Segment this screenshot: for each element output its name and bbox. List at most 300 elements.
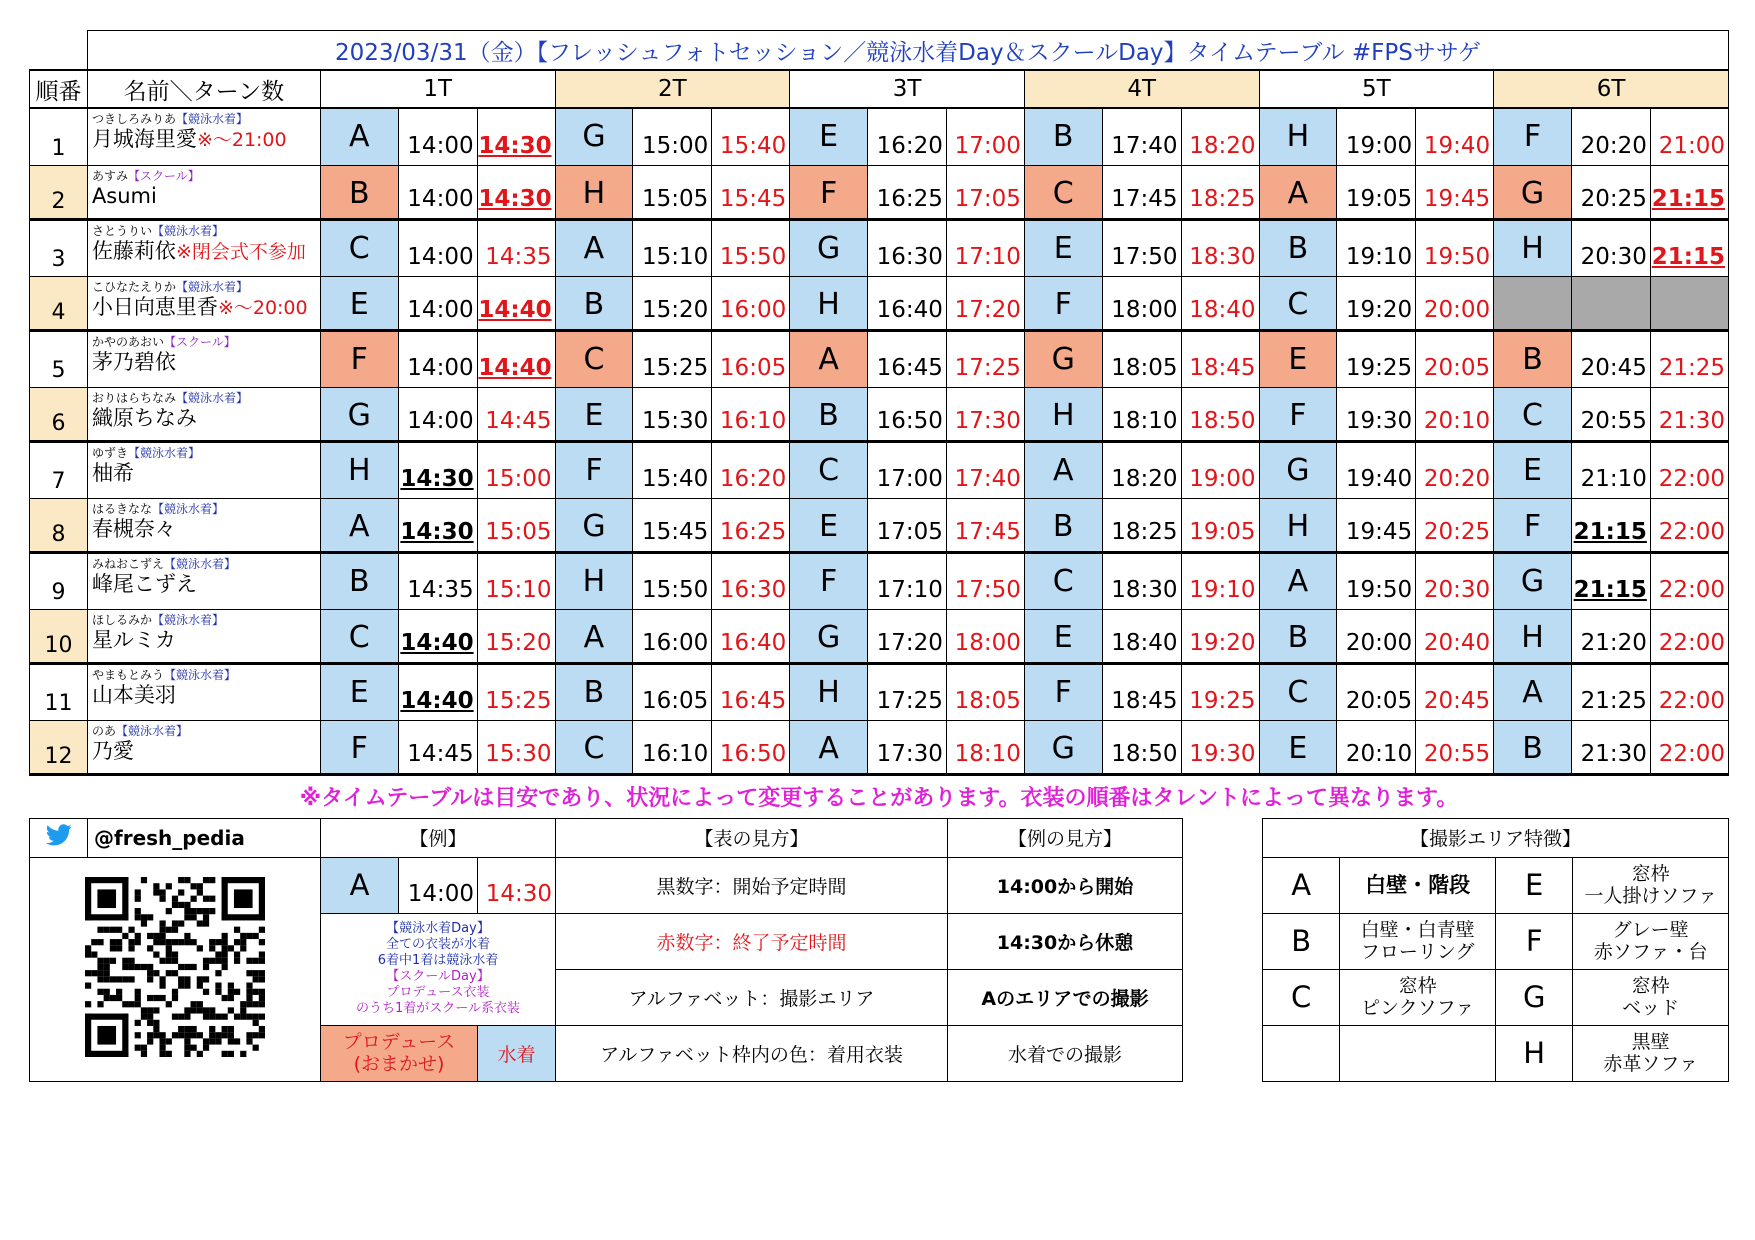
area-letter: B (555, 276, 633, 330)
area-letter: E (1259, 330, 1337, 387)
talent-kana (88, 277, 320, 294)
area-letter: E (320, 663, 398, 720)
area-row (1263, 913, 1729, 969)
qr-module (209, 939, 215, 945)
qr-module (104, 989, 110, 995)
area-letter: F (790, 552, 868, 609)
start-time: 19:10 (1337, 219, 1416, 276)
area-letter: E (790, 498, 868, 552)
start-time: 15:20 (633, 276, 712, 330)
start-time: 17:25 (867, 663, 946, 720)
qr-module (172, 951, 178, 957)
table-row (30, 441, 1729, 498)
costume-tag: 【競泳水着】 (151, 612, 224, 627)
start-time: 21:20 (1571, 609, 1650, 663)
row-number: 9 (30, 552, 88, 609)
talent-kana (88, 166, 320, 183)
start-time: 21:15 (1571, 498, 1650, 552)
start-time: 21:10 (1571, 441, 1650, 498)
end-time: 20:10 (1416, 387, 1494, 441)
end-time: 17:25 (946, 330, 1024, 387)
qr-module (222, 1026, 228, 1032)
qr-module (85, 951, 91, 957)
costume-note (321, 913, 556, 1025)
area-letter: E (1259, 720, 1337, 774)
qr-module (222, 945, 228, 951)
start-time: 17:45 (1102, 165, 1181, 219)
start-time: 18:20 (1102, 441, 1181, 498)
howto-line: 黒数字：開始予定時間 (556, 857, 948, 913)
qr-module (228, 983, 234, 989)
qr-module (178, 1014, 184, 1020)
end-time: 16:25 (712, 498, 790, 552)
qr-module (203, 958, 209, 964)
costume-tag: 【スクール】 (127, 168, 200, 183)
qr-module (141, 877, 147, 883)
area-letter: G (555, 108, 633, 165)
qr-code[interactable] (30, 857, 321, 1081)
end-time: 21:00 (1650, 108, 1728, 165)
talent-name: 茅乃碧依 (91, 349, 176, 374)
area-row (1263, 857, 1729, 913)
talent-name-line (88, 126, 320, 153)
qr-module (234, 1014, 240, 1020)
qr-module (97, 1001, 103, 1007)
qr-module (97, 939, 103, 945)
talent-kana (88, 443, 320, 460)
turn-header: 5T (1259, 70, 1494, 108)
qr-module (110, 995, 116, 1001)
qr-module (159, 920, 165, 926)
qr-module (246, 1001, 252, 1007)
qr-module (135, 1001, 141, 1007)
table-row (30, 720, 1729, 774)
start-time: 14:00 (398, 330, 477, 387)
start-time: 14:00 (398, 219, 477, 276)
area-letter: G (320, 387, 398, 441)
end-time: 20:45 (1416, 663, 1494, 720)
kana-text: あすみ (91, 168, 128, 183)
qr-module (128, 958, 134, 964)
qr-module (135, 995, 141, 1001)
qr-module (166, 945, 172, 951)
qr-module (228, 1032, 234, 1038)
qr-module (191, 1026, 197, 1032)
talent-name: 星ルミカ (91, 627, 176, 652)
start-time: 14:00 (398, 387, 477, 441)
talent-name-line (88, 349, 320, 376)
area-letter: C (1259, 663, 1337, 720)
qr-module (215, 951, 221, 957)
start-time: 16:45 (867, 330, 946, 387)
area-letter: H (1024, 387, 1102, 441)
qr-module (222, 1032, 228, 1038)
end-time: 22:00 (1650, 552, 1728, 609)
qr-module (97, 989, 103, 995)
qr-module (222, 1051, 228, 1057)
qr-module (246, 958, 252, 964)
end-time: 19:25 (1181, 663, 1259, 720)
qr-module (147, 964, 153, 970)
qr-module (178, 964, 184, 970)
qr-module (259, 989, 265, 995)
qr-module (172, 970, 178, 976)
qr-module (234, 1038, 240, 1044)
empty-slot (1494, 276, 1572, 330)
qr-module (141, 1014, 147, 1020)
qr-module (253, 970, 259, 976)
qr-module (116, 939, 122, 945)
qr-module (184, 964, 190, 970)
qr-module (203, 964, 209, 970)
qr-module (184, 939, 190, 945)
qr-module (240, 1001, 246, 1007)
turn-header: 2T (555, 70, 790, 108)
qr-module (259, 958, 265, 964)
talent-name: 織原ちなみ (91, 405, 197, 430)
qr-module (222, 939, 228, 945)
timetable-sheet (29, 30, 1729, 1088)
qr-module (228, 1007, 234, 1013)
example-start: 14:00 (399, 857, 478, 913)
qr-module (178, 889, 184, 895)
row-number: 5 (30, 330, 88, 387)
area-letter: F (1494, 108, 1572, 165)
start-time: 17:20 (867, 609, 946, 663)
qr-module (203, 989, 209, 995)
qr-module (172, 902, 178, 908)
costume-note-line: 【スクールDay】 (386, 969, 490, 984)
qr-module (234, 939, 240, 945)
qr-module (172, 939, 178, 945)
start-time: 15:25 (633, 330, 712, 387)
area-description: 窓枠 ピンクソファ (1340, 969, 1496, 1025)
qr-module (259, 877, 265, 920)
start-time: 18:25 (1102, 498, 1181, 552)
area-letter: E (790, 108, 868, 165)
talent-name-line (88, 738, 320, 765)
qr-module (191, 883, 197, 889)
qr-module (222, 951, 228, 957)
start-time: 18:40 (1102, 609, 1181, 663)
talent-name: 乃愛 (91, 738, 134, 763)
qr-module (128, 945, 134, 951)
end-time: 19:10 (1181, 552, 1259, 609)
kana-text: さとうりい (91, 223, 152, 238)
table-row (30, 330, 1729, 387)
example-read-header: 【例の見方】 (948, 818, 1183, 857)
talent-name-cell (87, 276, 320, 330)
costume-tag: 【競泳水着】 (163, 556, 236, 571)
costume-tag: 【競泳水着】 (175, 390, 248, 405)
qr-module (184, 983, 190, 989)
talent-name: 山本美羽 (91, 682, 176, 707)
qr-module (166, 883, 172, 889)
end-time: 17:50 (946, 552, 1024, 609)
qr-module (184, 877, 190, 883)
table-row (30, 276, 1729, 330)
area-letter: G (1494, 165, 1572, 219)
area-code: F (1496, 913, 1573, 969)
qr-module (97, 1026, 116, 1045)
area-letter: H (555, 165, 633, 219)
end-time: 19:00 (1181, 441, 1259, 498)
qr-module (135, 933, 141, 939)
start-time: 15:50 (633, 552, 712, 609)
qr-module (253, 976, 259, 982)
end-time: 21:25 (1650, 330, 1728, 387)
area-code: E (1496, 857, 1573, 913)
qr-module (197, 976, 203, 982)
area-letter: C (1024, 552, 1102, 609)
area-letter: H (1259, 108, 1337, 165)
qr-module (184, 1038, 190, 1044)
qr-module (153, 951, 159, 957)
qr-module (141, 914, 147, 920)
area-letter: H (320, 441, 398, 498)
start-time: 16:40 (867, 276, 946, 330)
kana-text: こひなたえりか (91, 279, 176, 294)
qr-module (85, 1014, 91, 1057)
area-letter: G (790, 609, 868, 663)
talent-kana (88, 610, 320, 627)
qr-module (135, 1032, 141, 1038)
start-time: 15:00 (633, 108, 712, 165)
qr-module (128, 964, 134, 970)
costume-note-line: プロデュース衣装 (386, 985, 490, 1000)
qr-module (135, 989, 141, 995)
qr-module (215, 1038, 221, 1044)
qr-module (191, 1045, 197, 1051)
row-number: 2 (30, 165, 88, 219)
area-letter: H (790, 276, 868, 330)
qr-module (153, 1007, 159, 1013)
area-letter: B (790, 387, 868, 441)
order-header: 順番 (30, 70, 88, 108)
area-letter: C (1259, 276, 1337, 330)
qr-module (159, 927, 165, 933)
qr-module (153, 939, 159, 945)
end-time: 16:05 (712, 330, 790, 387)
start-time: 20:25 (1571, 165, 1650, 219)
end-time: 18:20 (1181, 108, 1259, 165)
area-letter: A (1494, 663, 1572, 720)
howto-line: アルファベット：撮影エリア (556, 969, 948, 1025)
qr-module (91, 970, 97, 976)
qr-module (228, 989, 234, 995)
qr-module (85, 970, 91, 976)
qr-module (246, 983, 252, 989)
area-letter: F (1024, 276, 1102, 330)
end-time: 16:20 (712, 441, 790, 498)
qr-module (203, 1007, 209, 1013)
qr-module (97, 976, 103, 982)
end-time: 15:00 (477, 441, 555, 498)
row-number: 6 (30, 387, 88, 441)
qr-module (85, 983, 91, 989)
qr-module (203, 1014, 209, 1020)
row-number: 1 (30, 108, 88, 165)
end-time: 20:55 (1416, 720, 1494, 774)
talent-note: ※～20:00 (217, 296, 308, 319)
qr-module (104, 958, 110, 964)
qr-module (104, 976, 110, 982)
area-row (1263, 1025, 1729, 1081)
kana-text: ゆずき (91, 445, 128, 460)
qr-module (184, 1032, 190, 1038)
qr-module (110, 945, 116, 951)
area-letter: F (320, 330, 398, 387)
qr-module (246, 989, 252, 995)
start-time: 18:45 (1102, 663, 1181, 720)
talent-name-line (88, 405, 320, 432)
qr-module (246, 1014, 252, 1020)
name-header: 名前＼ターン数 (87, 70, 320, 108)
qr-module (197, 883, 203, 889)
qr-module (240, 1007, 246, 1013)
example-read-line: 14:00から開始 (948, 857, 1183, 913)
area-letter: A (1024, 441, 1102, 498)
kana-text: みねおこずえ (91, 556, 164, 571)
kana-text: おりはらちなみ (91, 390, 176, 405)
talent-name-line (88, 460, 320, 487)
qr-module (159, 1045, 165, 1051)
end-time: 14:40 (477, 276, 555, 330)
qr-module (253, 1020, 259, 1026)
qr-module (259, 927, 265, 933)
area-letter: A (1259, 552, 1337, 609)
qr-module (253, 989, 259, 995)
start-time: 14:30 (398, 498, 477, 552)
qr-module (91, 951, 97, 957)
start-time: 16:00 (633, 609, 712, 663)
turn-header: 3T (790, 70, 1025, 108)
example-header: 【例】 (321, 818, 556, 857)
area-letter: C (1024, 165, 1102, 219)
end-time: 17:00 (946, 108, 1024, 165)
costume-note-line: 6着中1着は競泳水着 (377, 953, 499, 968)
qr-module (110, 939, 116, 945)
qr-module (135, 964, 141, 970)
kana-text: はるきなな (91, 501, 152, 516)
qr-module (159, 896, 165, 902)
qr-module (240, 945, 246, 951)
qr-module (116, 995, 122, 1001)
area-letter: C (790, 441, 868, 498)
area-code: B (1263, 913, 1340, 969)
qr-module (128, 1001, 134, 1007)
end-time: 15:50 (712, 219, 790, 276)
qr-module (259, 970, 265, 976)
area-description: 白壁・階段 (1340, 857, 1496, 913)
kana-text: やまもとみう (91, 667, 164, 682)
qr-module (259, 1014, 265, 1020)
start-time: 16:20 (867, 108, 946, 165)
end-time: 14:30 (477, 108, 555, 165)
qr-module (116, 927, 122, 933)
qr-module (166, 951, 172, 957)
qr-module (147, 945, 153, 951)
empty-slot (1650, 276, 1728, 330)
qr-module (234, 927, 240, 933)
start-time: 18:00 (1102, 276, 1181, 330)
qr-module (215, 1014, 221, 1020)
area-letter: G (555, 498, 633, 552)
qr-module (166, 908, 172, 914)
end-time: 16:40 (712, 609, 790, 663)
area-letter: E (1024, 609, 1102, 663)
start-time: 16:10 (633, 720, 712, 774)
talent-name-cell (87, 663, 320, 720)
qr-module (166, 1051, 172, 1057)
end-time: 20:25 (1416, 498, 1494, 552)
end-time: 18:05 (946, 663, 1024, 720)
qr-module (159, 1051, 165, 1057)
qr-module (259, 976, 265, 982)
start-time: 20:05 (1337, 663, 1416, 720)
qr-module (228, 1026, 234, 1032)
qr-module (234, 889, 253, 908)
start-time: 19:00 (1337, 108, 1416, 165)
start-time: 14:45 (398, 720, 477, 774)
qr-module (259, 1001, 265, 1007)
talent-kana (88, 332, 320, 349)
area-letter: A (555, 609, 633, 663)
start-time: 14:35 (398, 552, 477, 609)
qr-module (141, 1007, 147, 1013)
start-time: 14:40 (398, 609, 477, 663)
qr-module (122, 958, 128, 964)
area-letter: A (555, 219, 633, 276)
end-time: 22:00 (1650, 498, 1728, 552)
qr-module (184, 914, 190, 920)
example-read-line: 14:30から休憩 (948, 913, 1183, 969)
qr-module (228, 995, 234, 1001)
talent-kana (88, 554, 320, 571)
qr-module (197, 1007, 203, 1013)
talent-kana (88, 721, 320, 738)
area-letter: B (1024, 108, 1102, 165)
end-time: 20:20 (1416, 441, 1494, 498)
area-letter: C (320, 219, 398, 276)
area-letter: F (1494, 498, 1572, 552)
twitter-handle[interactable]: @fresh_pedia (88, 818, 321, 857)
end-time: 15:30 (477, 720, 555, 774)
qr-module (184, 908, 190, 914)
qr-module (203, 1038, 209, 1044)
qr-module (184, 1007, 190, 1013)
qr-module (122, 1001, 128, 1007)
end-time: 18:40 (1181, 276, 1259, 330)
area-letter: F (1259, 387, 1337, 441)
start-time: 19:45 (1337, 498, 1416, 552)
qr-module (246, 995, 252, 1001)
talent-kana (88, 109, 320, 126)
talent-name: 峰尾こずえ (91, 571, 197, 596)
qr-module (178, 983, 184, 989)
qr-module (215, 970, 221, 976)
start-time: 15:45 (633, 498, 712, 552)
end-time: 19:50 (1416, 219, 1494, 276)
start-time: 14:00 (398, 108, 477, 165)
start-time: 14:40 (398, 663, 477, 720)
talent-kana (88, 388, 320, 405)
notice-table (29, 776, 1729, 818)
qr-module (116, 976, 122, 982)
row-number: 11 (30, 663, 88, 720)
talent-name-line (88, 294, 320, 321)
end-time: 14:30 (477, 165, 555, 219)
